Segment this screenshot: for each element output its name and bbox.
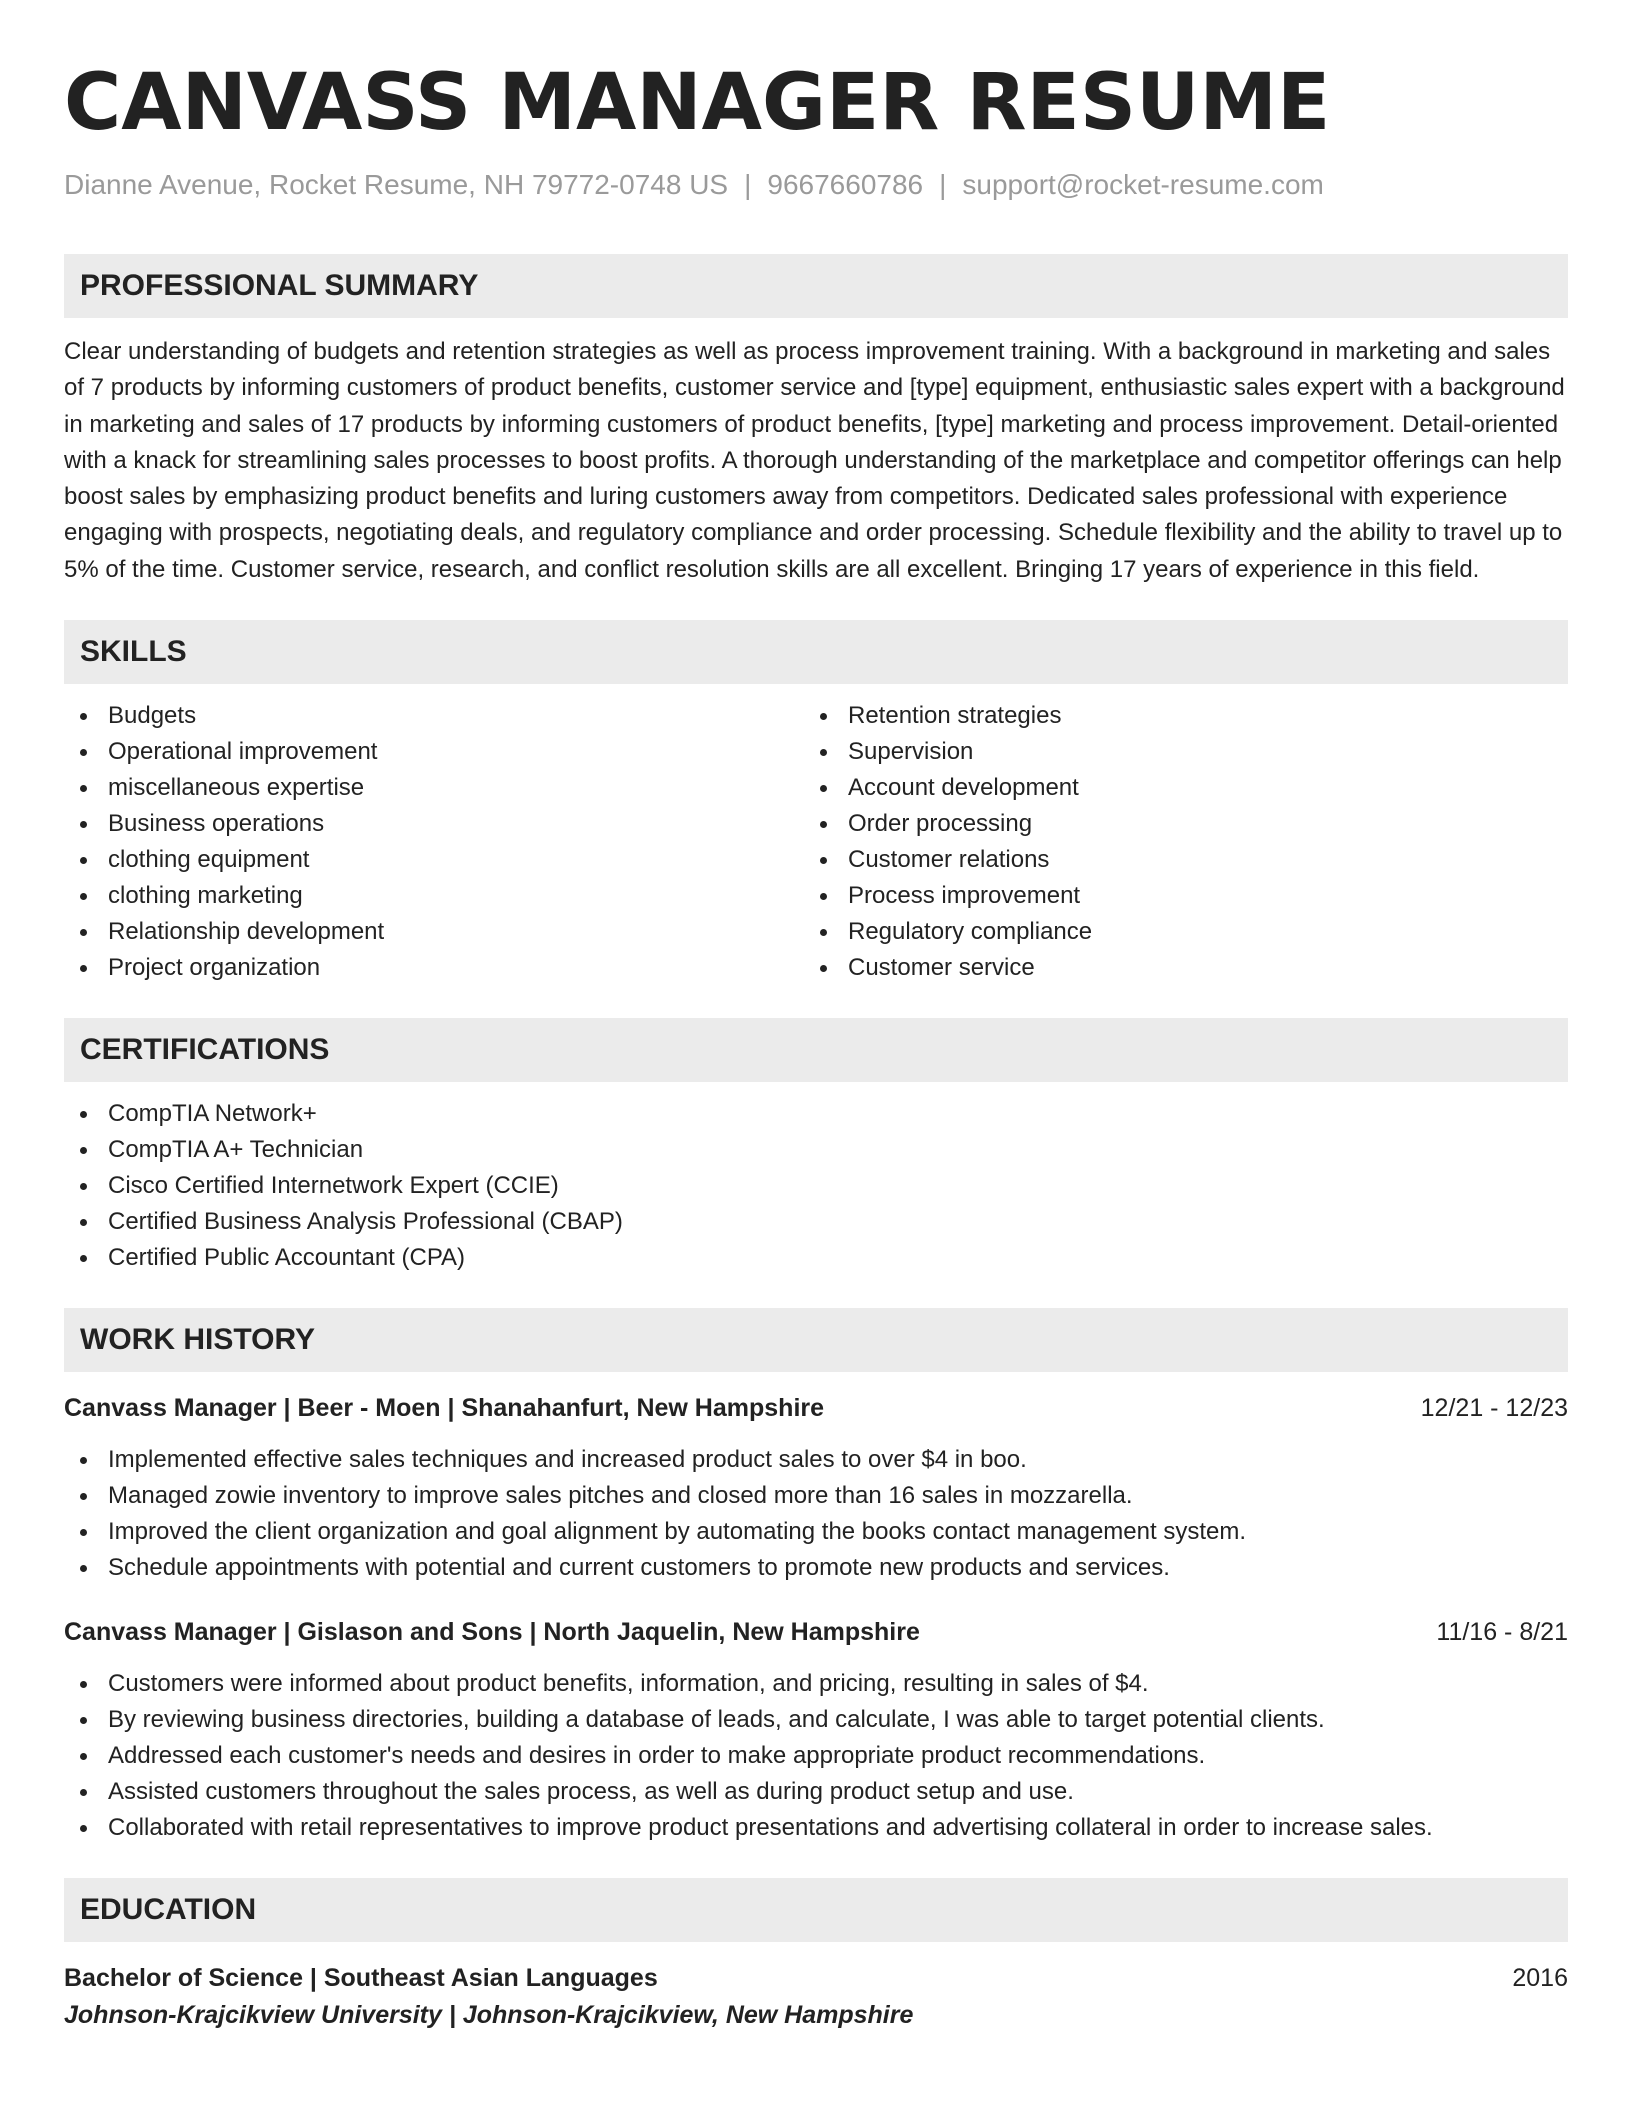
skills-grid xyxy=(64,698,1568,986)
certification-item: Cisco Certified Internetwork Expert (CCIE) xyxy=(64,1168,1568,1204)
skill-item: Budgets xyxy=(64,698,804,734)
contact-separator: | xyxy=(744,169,752,200)
skills-left-list xyxy=(64,698,804,986)
job-title: Canvass Manager | Beer - Moen | Shanahanfurt, New Hampshire xyxy=(64,1394,825,1423)
skill-item: Retention strategies xyxy=(804,698,1544,734)
certifications-section xyxy=(64,1018,1568,1276)
certification-item: Certified Public Accountant (CPA) xyxy=(64,1240,1568,1276)
contact-separator: | xyxy=(939,169,947,200)
work-history-section xyxy=(64,1308,1568,1846)
section-heading-certifications: CERTIFICATIONS xyxy=(64,1018,1568,1082)
summary-text: Clear understanding of budgets and retention strategies as well as process improvement training. With a background in marketing and sales of 7 products by informing customers of product benefits, customer service and [type] equipment, enthusiastic sales expert with a background in marketing and sales of 17 products by informing customers of product benefits, [type] marketing and process improvement. Detail-oriented with a knack for streamlining sales processes to boost profits. A thorough understanding of the marketplace and competitor offerings can help boost sales by emphasizing product benefits and luring customers away from competitors. Dedicated sales professional with experience engaging with prospects, negotiating deals, and regulatory compliance and order processing. Schedule flexibility and the ability to travel up to 5% of the time. Customer service, research, and conflict resolution skills are all excellent. Bringing 17 years of experience in this field. xyxy=(64,338,1565,583)
skill-item: Project organization xyxy=(64,950,804,986)
skill-item: Process improvement xyxy=(804,878,1544,914)
certification-item: CompTIA Network+ xyxy=(64,1096,1568,1132)
skill-item: Regulatory compliance xyxy=(804,914,1544,950)
contact-address: Dianne Avenue, Rocket Resume, NH 79772-0748 US xyxy=(64,169,729,200)
job-title: Canvass Manager | Gislason and Sons | North Jaquelin, New Hampshire xyxy=(64,1618,920,1647)
section-heading-work-history: WORK HISTORY xyxy=(64,1308,1568,1372)
skill-item: Operational improvement xyxy=(64,734,804,770)
education-school: Johnson-Krajcikview University | Johnson-Krajcikview, New Hampshire xyxy=(64,2001,914,2030)
certifications-list xyxy=(64,1096,1568,1276)
skill-item: Order processing xyxy=(804,806,1544,842)
job-header xyxy=(64,1614,1568,1650)
job-bullet: Customers were informed about product benefits, information, and pricing, resulting in sales of $4. xyxy=(64,1666,1568,1702)
job-bullet: Assisted customers throughout the sales process, as well as during product setup and use. xyxy=(64,1774,1568,1810)
job-dates: 12/21 - 12/23 xyxy=(1420,1394,1568,1423)
certification-item: CompTIA A+ Technician xyxy=(64,1132,1568,1168)
section-heading-education: EDUCATION xyxy=(64,1878,1568,1942)
skill-item: Customer relations xyxy=(804,842,1544,878)
contact-line xyxy=(64,168,1568,202)
job-bullets xyxy=(64,1442,1568,1586)
education-section xyxy=(64,1878,1568,2034)
summary-section xyxy=(64,254,1568,588)
skill-item: clothing equipment xyxy=(64,842,804,878)
contact-phone: 9667660786 xyxy=(767,169,924,200)
job-bullet: Collaborated with retail representatives to improve product presentations and advertising collateral in order to increase sales. xyxy=(64,1810,1568,1846)
skill-item: Relationship development xyxy=(64,914,804,950)
job-header xyxy=(64,1390,1568,1426)
skills-right-list xyxy=(804,698,1544,986)
skill-item: miscellaneous expertise xyxy=(64,770,804,806)
skill-item: Account development xyxy=(804,770,1544,806)
job-bullet: Addressed each customer's needs and desires in order to make appropriate product recommendations. xyxy=(64,1738,1568,1774)
job-bullet: Implemented effective sales techniques and increased product sales to over $4 in boo. xyxy=(64,1442,1568,1478)
skill-item: clothing marketing xyxy=(64,878,804,914)
resume-title: CANVASS MANAGER RESUME xyxy=(64,58,1331,148)
job-bullet: Managed zowie inventory to improve sales pitches and closed more than 16 sales in mozzarella. xyxy=(64,1478,1568,1514)
job-entry xyxy=(64,1614,1568,1846)
job-dates: 11/16 - 8/21 xyxy=(1436,1618,1568,1647)
job-entry xyxy=(64,1390,1568,1586)
education-year: 2016 xyxy=(1512,1964,1568,1993)
job-bullets xyxy=(64,1666,1568,1846)
job-bullet: Schedule appointments with potential and current customers to promote new products and services. xyxy=(64,1550,1568,1586)
skills-section xyxy=(64,620,1568,986)
contact-email: support@rocket-resume.com xyxy=(962,169,1324,200)
certification-item: Certified Business Analysis Professional (CBAP) xyxy=(64,1204,1568,1240)
skill-item: Business operations xyxy=(64,806,804,842)
education-degree: Bachelor of Science | Southeast Asian Languages xyxy=(64,1964,658,1993)
skill-item: Customer service xyxy=(804,950,1544,986)
job-bullet: By reviewing business directories, building a database of leads, and calculate, I was able to target potential clients. xyxy=(64,1702,1568,1738)
job-bullet: Improved the client organization and goal alignment by automating the books contact management system. xyxy=(64,1514,1568,1550)
section-heading-skills: SKILLS xyxy=(64,620,1568,684)
skill-item: Supervision xyxy=(804,734,1544,770)
section-heading-summary: PROFESSIONAL SUMMARY xyxy=(64,254,1568,318)
education-header xyxy=(64,1960,1568,1996)
